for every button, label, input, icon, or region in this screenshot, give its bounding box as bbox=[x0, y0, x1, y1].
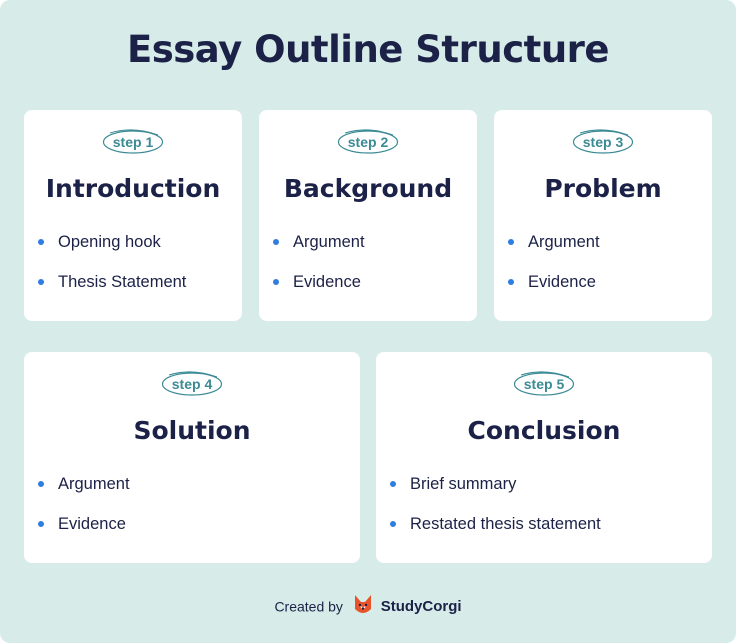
list-item bbox=[38, 270, 186, 310]
brand-name: StudyCorgi bbox=[380, 598, 462, 615]
step-badge bbox=[513, 371, 575, 397]
list-item bbox=[508, 270, 600, 310]
step-heading: Conclusion bbox=[467, 416, 621, 445]
list-item-label: Argument bbox=[58, 475, 130, 493]
bullet-icon bbox=[390, 481, 396, 487]
bullet-icon bbox=[390, 521, 396, 527]
footer-credit bbox=[0, 594, 736, 618]
list-item-label: Brief summary bbox=[410, 475, 517, 493]
step-badge-label: step 1 bbox=[112, 134, 154, 150]
created-by-label: Created by bbox=[274, 598, 343, 615]
step-item-list bbox=[508, 230, 600, 310]
list-item bbox=[273, 270, 365, 310]
corgi-logo-icon bbox=[353, 594, 373, 619]
step-card-solution bbox=[24, 352, 360, 563]
step-heading: Introduction bbox=[45, 174, 221, 203]
bullet-icon bbox=[38, 481, 44, 487]
step-badge-label: step 3 bbox=[582, 134, 624, 150]
step-heading: Problem bbox=[544, 174, 662, 203]
step-heading: Background bbox=[283, 174, 453, 203]
step-item-list bbox=[273, 230, 365, 310]
list-item-label: Evidence bbox=[58, 515, 126, 533]
step-item-list bbox=[38, 472, 130, 552]
step-badge-label: step 2 bbox=[347, 134, 389, 150]
step-card-introduction bbox=[24, 110, 242, 321]
bullet-icon bbox=[508, 239, 514, 245]
step-card-conclusion bbox=[376, 352, 712, 563]
list-item bbox=[273, 230, 365, 270]
list-item-label: Opening hook bbox=[58, 233, 161, 251]
list-item-label: Restated thesis statement bbox=[410, 515, 601, 533]
step-badge bbox=[161, 371, 223, 397]
list-item bbox=[390, 472, 601, 512]
step-item-list bbox=[38, 230, 186, 310]
list-item bbox=[390, 512, 601, 552]
list-item bbox=[38, 230, 186, 270]
step-card-background bbox=[259, 110, 477, 321]
list-item-label: Evidence bbox=[293, 273, 361, 291]
step-badge bbox=[102, 129, 164, 155]
list-item-label: Argument bbox=[293, 233, 365, 251]
page-title: Essay Outline Structure bbox=[126, 28, 610, 71]
list-item bbox=[38, 472, 130, 512]
bullet-icon bbox=[38, 279, 44, 285]
bullet-icon bbox=[38, 521, 44, 527]
list-item bbox=[508, 230, 600, 270]
list-item bbox=[38, 512, 130, 552]
step-badge bbox=[572, 129, 634, 155]
list-item-label: Argument bbox=[528, 233, 600, 251]
step-item-list bbox=[390, 472, 601, 552]
bullet-icon bbox=[38, 239, 44, 245]
step-card-problem bbox=[494, 110, 712, 321]
step-badge-label: step 4 bbox=[171, 376, 213, 392]
bullet-icon bbox=[508, 279, 514, 285]
step-badge-label: step 5 bbox=[523, 376, 565, 392]
step-heading: Solution bbox=[133, 416, 251, 445]
list-item-label: Thesis Statement bbox=[58, 273, 187, 291]
bullet-icon bbox=[273, 239, 279, 245]
list-item-label: Evidence bbox=[528, 273, 596, 291]
bullet-icon bbox=[273, 279, 279, 285]
step-badge bbox=[337, 129, 399, 155]
